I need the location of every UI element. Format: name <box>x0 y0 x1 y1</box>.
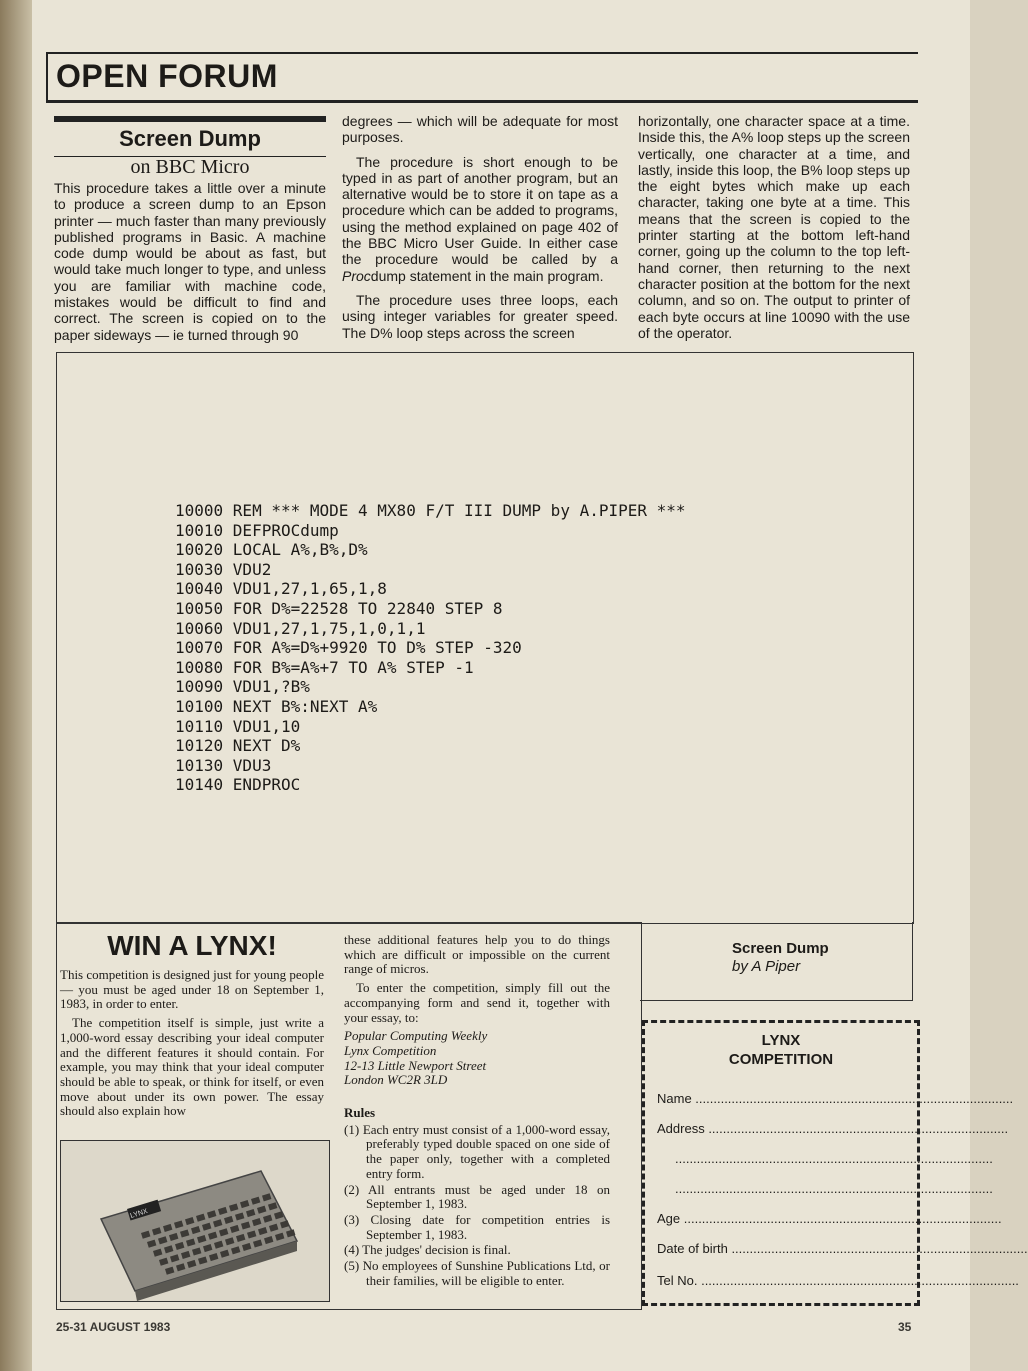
rule-item: (2) All entrants must be aged under 18 on September 1, 1983. <box>344 1181 610 1212</box>
rules-list <box>344 1123 610 1289</box>
rule-item: (3) Closing date for competition entries is September 1, 1983. <box>344 1211 610 1242</box>
entry-form <box>642 1020 1028 1306</box>
dob-field[interactable] <box>657 1241 1028 1256</box>
article-paragraph: The procedure uses three loops, each using integer variables for greater speed. The D% loop steps across the screen <box>342 291 618 341</box>
field-dots: ................................................................................... <box>704 1121 1009 1136</box>
code-line: 10090 VDU1,?B% <box>175 677 310 697</box>
competition-paragraph: To enter the competition, simply fill out the accompanying form and send it, together with your essay, to: <box>344 980 610 1025</box>
form-title-line: LYNX <box>761 1032 801 1049</box>
rule-item: (4) The judges' decision is final. <box>344 1242 511 1258</box>
field-label: Tel No. <box>657 1273 698 1288</box>
rule-item: (5) No employees of Sunshine Publications Ltd, or their families, will be eligible to enter. <box>344 1258 610 1288</box>
article-column-1 <box>54 180 326 351</box>
article-subtitle: on BBC Micro <box>130 156 250 178</box>
field-dots: ........................................................................................ <box>691 1091 1014 1106</box>
article-paragraph: This procedure takes a little over a minute to produce a screen dump to an Epson printer — much faster than many previously published programs in Basic. A machine code dump would be about as fast, but would take much longer to type, and unless you are familiar with machine code, mistakes would be difficult to find and correct. The screen is copied on to the paper sideways — ie turned through 90 <box>54 180 326 343</box>
code-line: 10050 FOR D%=22528 TO 22840 STEP 8 <box>175 598 503 618</box>
code-line: 10040 VDU1,27,1,65,1,8 <box>175 579 387 599</box>
field-label: Name <box>657 1091 692 1106</box>
competition-paragraph: these additional features help you to do things which are difficult or impossible on the current range of micros. <box>344 932 610 977</box>
article-title: Screen Dump <box>54 116 326 157</box>
code-line: 10060 VDU1,27,1,75,1,0,1,1 <box>175 618 426 638</box>
competition-paragraph: The competition itself is simple, just write a 1,000-word essay describing your ideal computer and the different features it should contain. For example, you may think that your ideal computer should be able to speak, or think for itself, or even move about under its own power. The essay should also explain how <box>60 1015 324 1119</box>
page-spine-shadow <box>0 0 32 1371</box>
code-line: 10020 LOCAL A%,B%,D% <box>175 540 368 560</box>
code-line: 10120 NEXT D% <box>175 736 301 756</box>
footer-date: 25-31 AUGUST 1983 <box>56 1320 171 1334</box>
address-line: 12-13 Little Newport Street <box>344 1057 487 1073</box>
code-line: 10030 VDU2 <box>175 559 272 579</box>
address-line-2[interactable]: ........................................................................................ <box>675 1151 993 1166</box>
field-dots: .................................................................................. <box>727 1241 1028 1256</box>
address-line: Popular Computing Weekly <box>344 1028 488 1044</box>
form-title <box>645 1031 917 1069</box>
rules-title: Rules <box>344 1105 376 1121</box>
article-paragraph: horizontally, one character space at a time. Inside this, the A% loop steps up the screen vertically, one character at a time, and lastly, inside this loop, the B% loop steps up the eight bytes which make up each character, taking one byte at a time. This means that the screen is copied to the printer starting at the bottom left-hand corner, going up the column to the top left-hand corner, then returning to the next character position at the bottom for the next column, and so on. The output to printer of each byte occurs at line 10090 with the use of the operator. <box>638 113 910 341</box>
form-title-line: COMPETITION <box>728 1051 834 1068</box>
field-label: Age <box>657 1211 681 1226</box>
lynx-computer-photo <box>60 1140 330 1302</box>
field-dots: ........................................................................................ <box>697 1273 1019 1288</box>
competition-paragraph: This competition is designed just for young people — you must be aged under 18 on September 1, 1983, in order to enter. <box>60 967 324 1012</box>
caption-title: Screen Dump <box>732 940 829 957</box>
code-line: 10110 VDU1,10 <box>175 716 301 736</box>
code-listing <box>175 501 686 795</box>
code-line: 10070 FOR A%=D%+9920 TO D% STEP -320 <box>175 638 522 658</box>
competition-column-2 <box>344 933 610 1289</box>
section-header <box>46 52 918 103</box>
competition-title: WIN A LYNX! <box>107 930 277 961</box>
text-span: The procedure is short enough to be typed in as part of another program, but an alternative would be to store it on tape as a procedure which can be added to programs, using the method explained on page 402 of the BBC Micro User Guide. In either case the procedure would be called by a <box>342 153 618 268</box>
name-field[interactable] <box>657 1091 1014 1106</box>
page-number: 35 <box>898 1320 912 1334</box>
tel-field[interactable] <box>657 1273 1019 1288</box>
code-line: 10100 NEXT B%:NEXT A% <box>175 696 378 716</box>
article-column-2 <box>342 113 618 349</box>
code-line: 10130 VDU3 <box>175 755 272 775</box>
text-emphasis: Proc <box>342 267 371 284</box>
listing-caption <box>640 922 913 1001</box>
competition-address <box>344 1029 610 1088</box>
address-line: Lynx Competition <box>344 1042 437 1058</box>
computer-image <box>61 1141 329 1301</box>
code-line: 10080 FOR B%=A%+7 TO A% STEP -1 <box>175 657 474 677</box>
code-line: 10000 REM *** MODE 4 MX80 F/T III DUMP by A.PIPER *** <box>175 501 686 520</box>
article-paragraph <box>342 154 618 284</box>
age-field[interactable] <box>657 1211 1002 1226</box>
caption-author: by A Piper <box>732 958 801 975</box>
address-line-3[interactable]: ........................................................................................ <box>675 1181 993 1196</box>
field-label: Address <box>657 1121 705 1136</box>
rule-item: (1) Each entry must consist of a 1,000-word essay, preferably typed double spaced on one side of the paper only, together with a completed entry form. <box>344 1121 610 1181</box>
field-label: Date of birth <box>657 1241 728 1256</box>
code-listing-box <box>56 352 914 924</box>
section-title: OPEN FORUM <box>56 58 278 94</box>
photo-label: LYNX <box>129 1208 149 1220</box>
address-field[interactable] <box>657 1121 1009 1136</box>
competition-column-1 <box>60 968 324 1123</box>
text-span: dump statement in the main program. <box>370 267 604 284</box>
code-line: 10140 ENDPROC <box>175 775 301 795</box>
article-paragraph: degrees — which will be adequate for most purposes. <box>342 113 618 146</box>
magazine-page <box>32 0 1028 1371</box>
field-dots: ........................................................................................ <box>680 1211 1002 1226</box>
article-column-3 <box>638 113 910 349</box>
address-line: London WC2R 3LD <box>344 1072 448 1088</box>
code-line: 10010 DEFPROCdump <box>175 520 339 540</box>
